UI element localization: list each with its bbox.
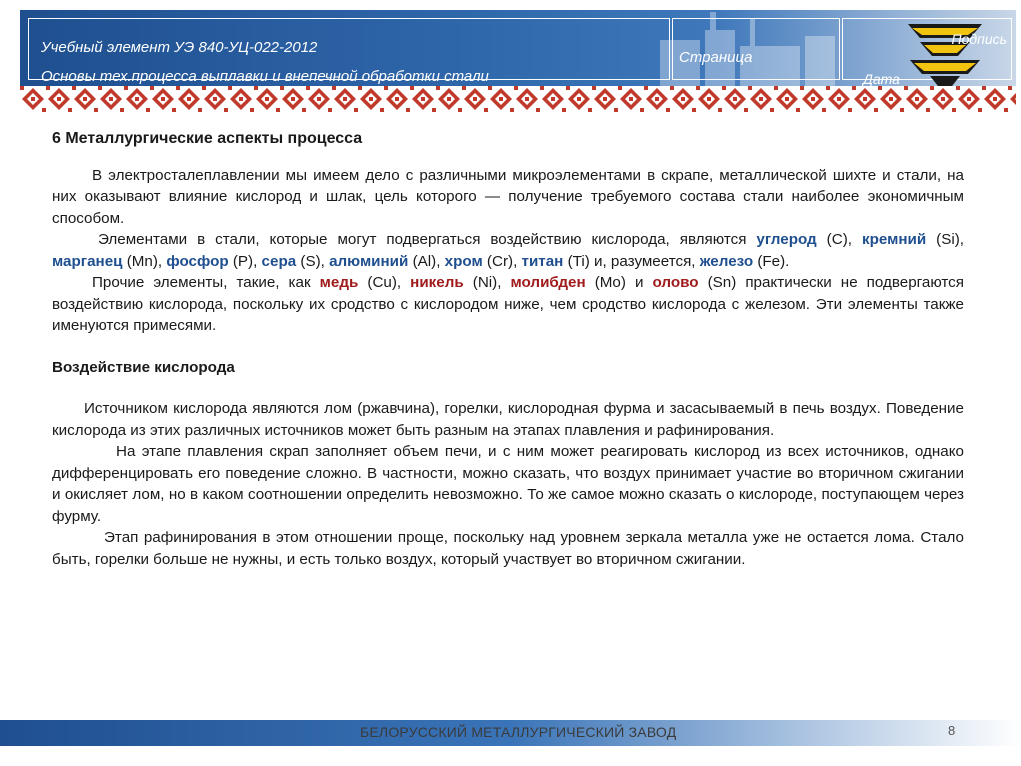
- element-phosphorus: фосфор: [166, 252, 229, 270]
- element-sulfur: сера: [261, 252, 297, 270]
- ornament-stripe: [20, 86, 1016, 112]
- page-number: 8: [948, 723, 956, 738]
- paragraph-5: На этапе плавления скрап заполняет объем печи, и с ним может реагировать кислород из всех источников, однако дифференцировать его поведение сложно. В частности, можно сказать, что воздух принимает участие во вторичном сжигании и окисляет лом, но в каком соотношении определить невозможно. То же самое можно сказать о кислороде, поступающем через фурму.: [52, 443, 964, 525]
- element-aluminum: алюминий: [329, 252, 409, 270]
- element-nickel: никель: [410, 274, 464, 291]
- page-label: Страница: [679, 49, 753, 66]
- paragraph-3: Прочие элементы, такие, как медь (Cu), никель (Ni), молибден (Mo) и олово (Sn) практически не подвергаются воздействию кислорода, поскольку их сродство с кислородом ниже, чем сродство кислорода с железом. Эти элементы также именуются примесями.: [52, 274, 964, 334]
- element-titanium: титан: [521, 252, 564, 270]
- element-chromium: хром: [444, 252, 483, 270]
- element-carbon: углерод: [756, 231, 817, 248]
- section-heading: 6 Металлургические аспекты процесса: [52, 130, 363, 147]
- paragraph-2: Элементами в стали, которые могут подвергаться воздействию кислорода, являются углерод (C), кремний (Si), марганец (Mn), фосфор (P), сера (S), алюминий (Al), хром (Cr), титан (Ti) и, разумеется, железо (Fe).: [52, 231, 965, 270]
- paragraph-6: Этап рафинирования в этом отношении проще, поскольку над уровнем зеркала металла уже не остается лома. Стало быть, горелки больше не нужны, и есть только воздух, который участвует во вторичном сжигании.: [52, 529, 964, 568]
- element-manganese: марганец: [52, 252, 123, 270]
- content-area: [52, 128, 964, 570]
- subsection-heading: Воздействие кислорода: [52, 358, 235, 376]
- document-subtitle: Основы тех.процесса выплавки и внепечной обработки стали: [41, 68, 489, 85]
- header-bar: [20, 10, 1016, 86]
- page-box: [672, 18, 840, 80]
- element-iron: железо: [699, 252, 754, 270]
- paragraph-4: Источником кислорода являются лом (ржавчина), горелки, кислородная фурма и засасываемый в печь воздух. Поведение кислорода из этих различных источников может быть разным на этапах плавления и рафинирования.: [52, 400, 964, 439]
- signature-label: Подпись: [951, 31, 1007, 47]
- paragraph-1: В электросталеплавлении мы имеем дело с различными микроэлементами в скрапе, металлической шихте и стали, на них оказывают влияние кислород и шлак, цель которого — получение требуемого состава стали наиболее экономичным способом.: [52, 166, 964, 227]
- date-label: Дата: [863, 71, 900, 87]
- company-name: БЕЛОРУССКИЙ МЕТАЛЛУРГИЧЕСКИЙ ЗАВОД: [360, 724, 677, 740]
- element-copper: медь: [319, 274, 359, 291]
- element-tin: олово: [652, 274, 699, 291]
- element-molybdenum: молибден: [510, 274, 586, 291]
- element-silicon: кремний: [861, 231, 927, 248]
- title-box: [28, 18, 670, 85]
- document-code: Учебный элемент УЭ 840-УЦ-022-2012: [41, 39, 318, 56]
